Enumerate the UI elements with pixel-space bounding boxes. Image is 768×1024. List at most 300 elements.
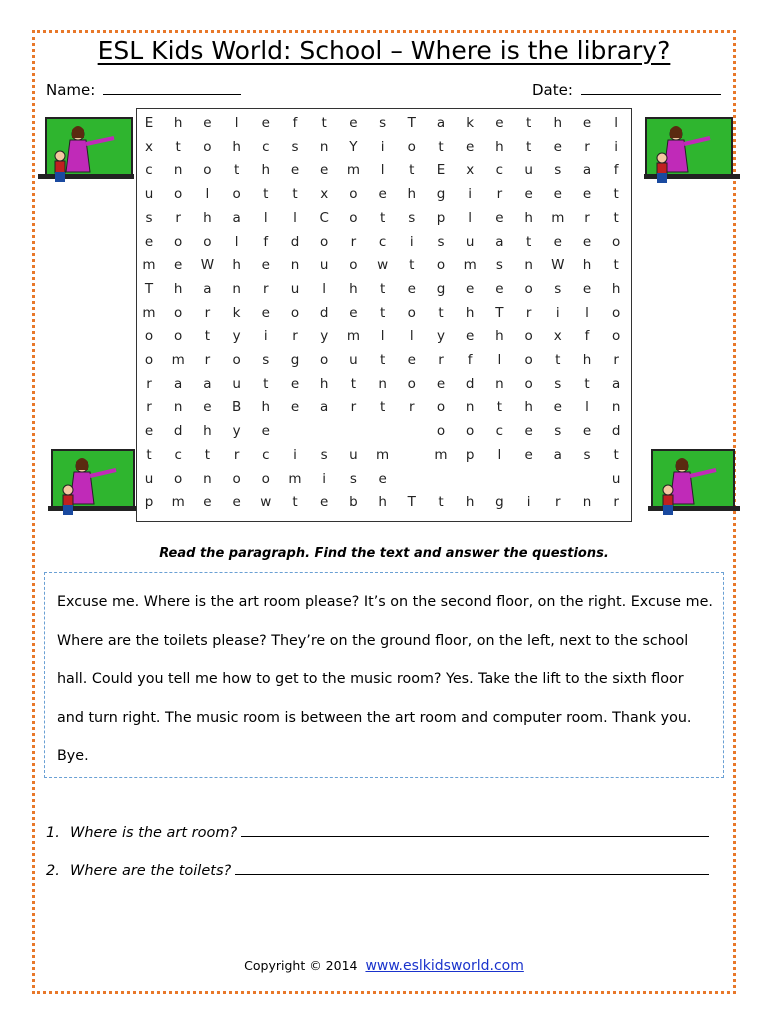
grid-letter[interactable]: d xyxy=(319,304,329,321)
grid-letter[interactable]: d xyxy=(173,423,183,440)
grid-letter[interactable]: u xyxy=(611,470,621,487)
grid-letter[interactable]: h xyxy=(378,494,387,511)
grid-letter[interactable]: f xyxy=(584,328,590,345)
grid-letter[interactable]: r xyxy=(525,304,532,321)
grid-letter[interactable]: m xyxy=(142,257,156,274)
footer xyxy=(0,958,768,974)
grid-letter[interactable]: a xyxy=(320,399,329,416)
grid-letter[interactable]: n xyxy=(173,162,183,179)
grid-letter[interactable]: s xyxy=(262,352,270,368)
grid-letter[interactable]: t xyxy=(525,233,532,250)
grid-letter[interactable]: n xyxy=(378,375,387,392)
grid-letter[interactable]: o xyxy=(612,233,621,250)
grid-letter[interactable]: t xyxy=(496,399,503,416)
website-link[interactable]: www.eslkidsworld.com xyxy=(365,958,524,974)
grid-letter[interactable]: h xyxy=(261,399,271,416)
grid-letter[interactable]: u xyxy=(319,257,329,274)
paragraph-text: Excuse me. Where is the art room please? It’s on the second floor, on the right. Excuse me. Where are the toilets please? They’re on the ground floor, on the left, next to the school hall. Could you tell me how to get to the music room? Yes. Take the lift to the sixth floor and turn right. The music room is between the art room and computer room. Thank you. Bye. xyxy=(57,594,713,764)
grid-letter[interactable]: x xyxy=(145,138,153,155)
answer-line-2[interactable] xyxy=(235,862,709,875)
grid-letter[interactable]: l xyxy=(497,352,502,368)
grid-letter[interactable]: l xyxy=(614,115,619,131)
grid-letter[interactable]: s xyxy=(145,209,153,226)
grid-letter[interactable]: o xyxy=(320,352,329,368)
grid-letter[interactable]: m xyxy=(142,304,156,321)
grid-letter[interactable]: o xyxy=(436,257,446,274)
grid-letter[interactable]: a xyxy=(553,446,562,463)
grid-letter[interactable]: t xyxy=(438,304,444,321)
grid-letter[interactable]: e xyxy=(203,399,212,416)
grid-letter[interactable]: r xyxy=(350,233,357,250)
date-line[interactable] xyxy=(581,80,721,95)
date-field[interactable] xyxy=(532,80,721,99)
grid-letter[interactable]: n xyxy=(465,399,475,416)
grid-letter[interactable]: o xyxy=(407,375,416,392)
grid-letter[interactable]: W xyxy=(551,257,565,274)
question-text: Where are the toilets? xyxy=(70,863,232,879)
grid-letter[interactable]: e xyxy=(524,186,533,203)
grid-letter[interactable]: r xyxy=(555,494,561,511)
grid-letter[interactable]: T xyxy=(144,280,154,297)
grid-letter[interactable]: u xyxy=(349,446,358,463)
grid-letter[interactable]: y xyxy=(320,328,329,345)
grid-letter[interactable]: k xyxy=(466,115,475,131)
grid-letter[interactable]: t xyxy=(204,446,211,463)
grid-letter[interactable]: o xyxy=(349,186,358,203)
grid-letter[interactable]: Y xyxy=(349,138,358,155)
grid-letter[interactable]: T xyxy=(407,115,416,131)
grid-letter[interactable]: t xyxy=(350,375,357,392)
grid-letter[interactable]: e xyxy=(320,494,329,511)
grid-letter[interactable]: e xyxy=(553,186,562,203)
grid-letter[interactable]: o xyxy=(174,233,183,250)
grid-letter[interactable]: h xyxy=(495,138,504,155)
grid-letter[interactable]: o xyxy=(174,470,183,487)
grid-letter[interactable]: c xyxy=(145,162,153,179)
grid-letter[interactable]: e xyxy=(378,470,387,487)
grid-letter[interactable]: t xyxy=(321,115,327,131)
grid-letter[interactable]: n xyxy=(319,138,329,155)
grid-letter[interactable]: y xyxy=(232,423,241,440)
grid-letter[interactable]: a xyxy=(436,115,446,131)
grid-letter[interactable]: u xyxy=(232,375,241,392)
paragraph-box xyxy=(44,572,724,778)
answer-line-1[interactable] xyxy=(241,824,709,837)
grid-letter[interactable]: l xyxy=(585,304,589,321)
grid-letter[interactable]: r xyxy=(146,399,152,416)
question-2 xyxy=(46,862,709,879)
grid-letter[interactable]: e xyxy=(261,115,270,131)
grid-letter[interactable]: n xyxy=(611,399,621,416)
grid-letter[interactable]: o xyxy=(203,233,212,250)
grid-letter[interactable]: u xyxy=(524,162,533,179)
grid-letter[interactable]: o xyxy=(524,328,533,345)
grid-letter[interactable]: n xyxy=(582,494,592,511)
grid-letter[interactable]: W xyxy=(200,257,215,274)
grid-letter[interactable]: s xyxy=(320,446,328,463)
grid-letter[interactable]: t xyxy=(379,399,386,416)
grid-letter[interactable]: r xyxy=(175,209,181,226)
grid-letter[interactable]: r xyxy=(263,280,269,297)
grid-letter[interactable]: B xyxy=(231,399,242,416)
grid-letter[interactable]: m xyxy=(171,494,185,511)
grid-letter[interactable]: t xyxy=(438,138,444,155)
grid-letter[interactable]: c xyxy=(495,162,504,179)
grid-letter[interactable]: r xyxy=(496,186,503,203)
name-field[interactable] xyxy=(46,80,241,99)
grid-letter[interactable]: h xyxy=(465,304,475,321)
grid-letter[interactable]: a xyxy=(612,375,621,392)
grid-letter[interactable]: w xyxy=(260,494,272,511)
grid-letter[interactable]: r xyxy=(292,328,298,345)
grid-letter[interactable]: p xyxy=(144,494,154,511)
grid-letter[interactable]: r xyxy=(409,399,415,416)
grid-letter[interactable]: d xyxy=(465,375,475,392)
grid-letter[interactable]: x xyxy=(466,162,475,179)
grid-letter[interactable]: h xyxy=(495,328,504,345)
grid-letter[interactable]: r xyxy=(613,494,619,511)
grid-letter[interactable]: E xyxy=(144,115,154,131)
grid-letter[interactable]: h xyxy=(465,494,475,511)
grid-letter[interactable]: a xyxy=(203,280,212,297)
grid-letter[interactable]: t xyxy=(263,186,269,203)
grid-letter[interactable]: m xyxy=(171,352,185,368)
grid-letter[interactable]: x xyxy=(553,328,562,345)
grid-letter[interactable]: e xyxy=(582,280,592,297)
grid-letter[interactable]: e xyxy=(582,423,592,440)
grid-letter[interactable]: p xyxy=(465,446,475,463)
word-search-grid[interactable] xyxy=(136,108,632,522)
grid-letter[interactable]: g xyxy=(436,280,446,297)
grid-letter[interactable]: t xyxy=(555,352,561,368)
grid-letter[interactable]: r xyxy=(233,446,240,463)
grid-letter[interactable]: f xyxy=(263,233,269,250)
grid-letter[interactable]: e xyxy=(524,446,533,463)
grid-letter[interactable]: h xyxy=(524,399,533,416)
grid-letter[interactable]: m xyxy=(463,257,477,274)
grid-letter[interactable]: t xyxy=(204,328,211,345)
grid-letter[interactable]: h xyxy=(173,280,183,297)
grid-letter[interactable]: e xyxy=(174,257,183,274)
grid-letter[interactable]: o xyxy=(261,470,270,487)
grid-letter[interactable]: t xyxy=(525,115,532,131)
grid-letter[interactable]: o xyxy=(232,352,241,368)
grid-letter[interactable]: r xyxy=(438,352,444,368)
grid-letter[interactable]: c xyxy=(495,423,504,440)
grid-letter[interactable]: l xyxy=(263,209,268,226)
grid-letter[interactable]: l xyxy=(380,162,385,179)
grid-letter[interactable]: p xyxy=(436,209,446,226)
grid-letter[interactable]: l xyxy=(497,446,502,463)
grid-letter[interactable]: e xyxy=(203,494,212,511)
teacher-illustration-top-left xyxy=(38,116,134,188)
grid-letter[interactable]: h xyxy=(553,115,563,131)
grid-letter[interactable]: n xyxy=(290,257,300,274)
grid-letter[interactable]: s xyxy=(291,138,299,155)
grid-letter[interactable]: e xyxy=(144,423,154,440)
grid-letter[interactable]: e xyxy=(466,138,475,155)
name-label: Name: xyxy=(46,81,96,99)
grid-letter[interactable]: i xyxy=(468,186,473,203)
grid-letter[interactable]: c xyxy=(262,138,270,155)
grid-letter[interactable]: o xyxy=(407,304,416,321)
grid-letter[interactable]: t xyxy=(146,446,152,463)
grid-letter[interactable]: e xyxy=(524,423,533,440)
grid-letter[interactable]: c xyxy=(262,446,270,463)
grid-letter[interactable]: s xyxy=(554,375,562,392)
grid-letter[interactable]: u xyxy=(349,352,358,368)
grid-letter[interactable]: r xyxy=(146,375,152,392)
grid-letter[interactable]: f xyxy=(613,162,619,179)
grid-letter[interactable]: w xyxy=(377,257,389,274)
grid-letter[interactable]: h xyxy=(349,280,358,297)
grid-letter[interactable]: e xyxy=(320,162,329,179)
grid-letter[interactable]: o xyxy=(144,352,154,368)
grid-letter[interactable]: t xyxy=(525,138,532,155)
grid-letter[interactable]: e xyxy=(144,233,154,250)
grid-letter[interactable]: t xyxy=(379,304,386,321)
grid-letter[interactable]: l xyxy=(293,209,297,226)
grid-letter[interactable]: o xyxy=(290,304,300,321)
grid-letter[interactable]: h xyxy=(319,375,329,392)
grid-letter[interactable]: s xyxy=(554,280,562,297)
grid-letter[interactable]: l xyxy=(380,328,385,345)
grid-letter[interactable]: r xyxy=(584,138,590,155)
grid-letter[interactable]: h xyxy=(582,352,592,368)
name-line[interactable] xyxy=(103,80,241,95)
grid-letter[interactable]: e xyxy=(495,115,504,131)
grid-letter[interactable]: f xyxy=(292,115,298,131)
grid-letter[interactable]: o xyxy=(320,233,329,250)
grid-letter[interactable]: i xyxy=(614,138,619,155)
grid-letter[interactable]: e xyxy=(582,115,592,131)
grid-letter[interactable]: t xyxy=(438,494,444,511)
grid-letter[interactable]: n xyxy=(203,470,212,487)
grid-letter[interactable]: r xyxy=(350,399,357,416)
grid-letter[interactable]: l xyxy=(585,399,589,416)
grid-letter[interactable]: e xyxy=(436,375,446,392)
grid-letter[interactable]: k xyxy=(232,304,241,321)
grid-letter[interactable]: r xyxy=(584,209,590,226)
grid-letter[interactable]: n xyxy=(232,280,241,297)
grid-letter[interactable]: e xyxy=(261,304,270,321)
grid-letter[interactable]: h xyxy=(173,115,183,131)
grid-letter[interactable]: s xyxy=(379,115,387,131)
question-number: 2. xyxy=(46,863,60,879)
grid-letter[interactable]: s xyxy=(554,162,562,179)
grid-letter[interactable]: E xyxy=(436,162,446,179)
grid-letter[interactable]: u xyxy=(144,186,154,203)
grid-letter[interactable]: e xyxy=(466,280,475,297)
grid-letter[interactable]: g xyxy=(290,352,300,368)
grid-letter[interactable]: o xyxy=(436,423,446,440)
grid-letter[interactable]: e xyxy=(495,280,504,297)
grid-letter[interactable]: l xyxy=(205,186,210,203)
grid-letter[interactable]: T xyxy=(495,304,504,321)
grid-letter[interactable]: e xyxy=(290,162,300,179)
grid-letter[interactable]: t xyxy=(409,162,415,179)
grid-letter[interactable]: r xyxy=(204,304,211,321)
grid-letter[interactable]: o xyxy=(174,328,183,345)
grid-letter[interactable]: e xyxy=(407,352,416,368)
grid-letter[interactable]: o xyxy=(232,470,241,487)
grid-letter[interactable]: b xyxy=(349,494,358,511)
grid-letter[interactable]: i xyxy=(293,446,297,463)
grid-letter[interactable]: s xyxy=(554,423,562,440)
grid-letter[interactable]: i xyxy=(380,138,385,155)
grid-letter[interactable]: s xyxy=(583,446,591,463)
grid-letter[interactable]: t xyxy=(613,186,619,203)
grid-letter[interactable]: a xyxy=(582,162,592,179)
grid-letter[interactable]: g xyxy=(495,494,504,511)
grid-letter[interactable]: h xyxy=(261,162,271,179)
grid-letter[interactable]: l xyxy=(322,280,327,297)
grid-letter[interactable]: h xyxy=(611,280,621,297)
grid-letter[interactable]: s xyxy=(349,470,357,487)
grid-letter[interactable]: t xyxy=(263,375,269,392)
grid-letter[interactable]: n xyxy=(524,257,533,274)
grid-letter[interactable]: a xyxy=(495,233,504,250)
grid-letter[interactable]: o xyxy=(203,138,212,155)
grid-letter[interactable]: i xyxy=(263,328,268,345)
grid-letter[interactable]: y xyxy=(437,328,445,345)
grid-letter[interactable]: o xyxy=(407,138,416,155)
copyright-text: Copyright © 2014 xyxy=(244,958,358,973)
grid-letter[interactable]: o xyxy=(174,186,183,203)
grid-letter[interactable]: o xyxy=(349,209,358,226)
grid-letter[interactable]: s xyxy=(408,209,416,226)
grid-letter[interactable]: e xyxy=(378,186,387,203)
grid-letter[interactable]: l xyxy=(234,115,239,131)
grid-letter[interactable]: t xyxy=(613,209,619,226)
grid-letter[interactable]: e xyxy=(582,186,592,203)
grid-letter[interactable]: t xyxy=(409,257,415,274)
question-number: 1. xyxy=(46,825,60,841)
grid-letter[interactable]: m xyxy=(346,328,360,345)
grid-letter[interactable]: c xyxy=(174,446,182,463)
grid-letter[interactable]: e xyxy=(553,233,562,250)
grid-letter[interactable]: t xyxy=(233,162,240,179)
grid-letter[interactable]: e xyxy=(290,375,300,392)
grid-letter[interactable]: r xyxy=(204,352,211,368)
grid-letter[interactable]: o xyxy=(203,162,212,179)
grid-letter[interactable]: e xyxy=(495,209,504,226)
grid-letter[interactable]: y xyxy=(232,328,241,345)
grid-letter[interactable]: t xyxy=(175,138,181,155)
grid-letter[interactable]: C xyxy=(319,209,329,226)
grid-letter[interactable]: i xyxy=(526,494,531,511)
grid-letter[interactable]: m xyxy=(551,209,565,226)
grid-letter[interactable]: t xyxy=(379,280,386,297)
grid-letter[interactable]: m xyxy=(376,446,390,463)
grid-letter[interactable]: o xyxy=(466,423,475,440)
grid-letter[interactable]: m xyxy=(288,470,302,487)
grid-letter[interactable]: d xyxy=(290,233,300,250)
page-title: ESL Kids World: School – Where is the library? xyxy=(97,36,671,65)
grid-letter[interactable]: t xyxy=(613,257,619,274)
grid-letter[interactable]: o xyxy=(436,399,446,416)
grid-letter[interactable]: o xyxy=(349,257,358,274)
grid-letter[interactable]: e xyxy=(466,328,475,345)
grid-letter[interactable]: u xyxy=(144,470,154,487)
grid-letter[interactable]: u xyxy=(465,233,475,250)
grid-letter[interactable]: t xyxy=(584,375,590,392)
grid-letter[interactable]: o xyxy=(612,304,621,321)
grid-letter[interactable]: s xyxy=(437,233,445,250)
grid-letter[interactable]: a xyxy=(203,375,212,392)
grid-letter[interactable]: g xyxy=(436,186,446,203)
grid-letter[interactable]: o xyxy=(612,328,621,345)
grid-letter[interactable]: a xyxy=(174,375,183,392)
grid-letter[interactable]: h xyxy=(407,186,417,203)
grid-letter[interactable]: n xyxy=(173,399,183,416)
grid-letter[interactable]: o xyxy=(524,280,533,297)
grid-letter[interactable]: h xyxy=(203,423,212,440)
grid-letter[interactable]: m xyxy=(346,162,360,179)
grid-letter[interactable]: o xyxy=(174,304,183,321)
grid-letter[interactable]: t xyxy=(292,494,298,511)
grid-letter[interactable]: o xyxy=(144,328,154,345)
grid-letter[interactable]: f xyxy=(467,352,473,368)
grid-letter[interactable]: T xyxy=(407,494,416,511)
grid-letter[interactable]: h xyxy=(203,209,212,226)
teacher-illustration-bottom-right xyxy=(648,448,744,520)
grid-letter[interactable]: h xyxy=(232,257,241,274)
grid-letter[interactable]: l xyxy=(234,233,239,250)
grid-letter[interactable]: o xyxy=(524,352,533,368)
grid-letter[interactable]: t xyxy=(613,446,619,463)
grid-letter[interactable]: e xyxy=(261,423,270,440)
grid-letter[interactable]: n xyxy=(495,375,504,392)
grid-letter[interactable]: d xyxy=(611,423,621,440)
grid-letter[interactable]: o xyxy=(524,375,533,392)
grid-letter[interactable]: i xyxy=(322,470,327,487)
grid-letter[interactable]: l xyxy=(468,209,473,226)
grid-letter[interactable]: u xyxy=(290,280,300,297)
grid-letter[interactable]: h xyxy=(582,257,592,274)
grid-letter[interactable]: e xyxy=(290,399,300,416)
grid-letter[interactable]: x xyxy=(320,186,329,203)
grid-letter[interactable]: h xyxy=(232,138,241,155)
grid-letter[interactable]: c xyxy=(378,233,387,250)
grid-letter[interactable]: e xyxy=(261,257,270,274)
grid-letter[interactable]: e xyxy=(203,115,212,131)
grid-letter[interactable]: r xyxy=(613,352,619,368)
grid-letter[interactable]: l xyxy=(409,328,414,345)
instructions: Read the paragraph. Find the text and answer the questions. xyxy=(159,546,609,561)
grid-letter[interactable]: i xyxy=(555,304,560,321)
grid-letter[interactable]: s xyxy=(495,257,503,274)
grid-letter[interactable]: m xyxy=(434,446,448,463)
date-label: Date: xyxy=(532,81,573,99)
grid-letter[interactable]: e xyxy=(553,138,562,155)
grid-letter[interactable]: e xyxy=(407,280,416,297)
grid-letter[interactable]: t xyxy=(379,352,386,368)
grid-letter[interactable]: i xyxy=(409,233,414,250)
question-text: Where is the art room? xyxy=(70,825,238,841)
grid-letter[interactable]: e xyxy=(349,304,358,321)
grid-letter[interactable]: e xyxy=(582,233,592,250)
grid-letter[interactable]: o xyxy=(232,186,241,203)
grid-letter[interactable]: e xyxy=(349,115,358,131)
grid-letter[interactable]: e xyxy=(232,494,241,511)
grid-letter[interactable]: a xyxy=(232,209,241,226)
grid-letter[interactable]: h xyxy=(524,209,533,226)
grid-letter[interactable]: t xyxy=(379,209,386,226)
grid-letter[interactable]: t xyxy=(292,186,298,203)
question-1 xyxy=(46,824,709,841)
grid-letter[interactable]: e xyxy=(553,399,562,416)
